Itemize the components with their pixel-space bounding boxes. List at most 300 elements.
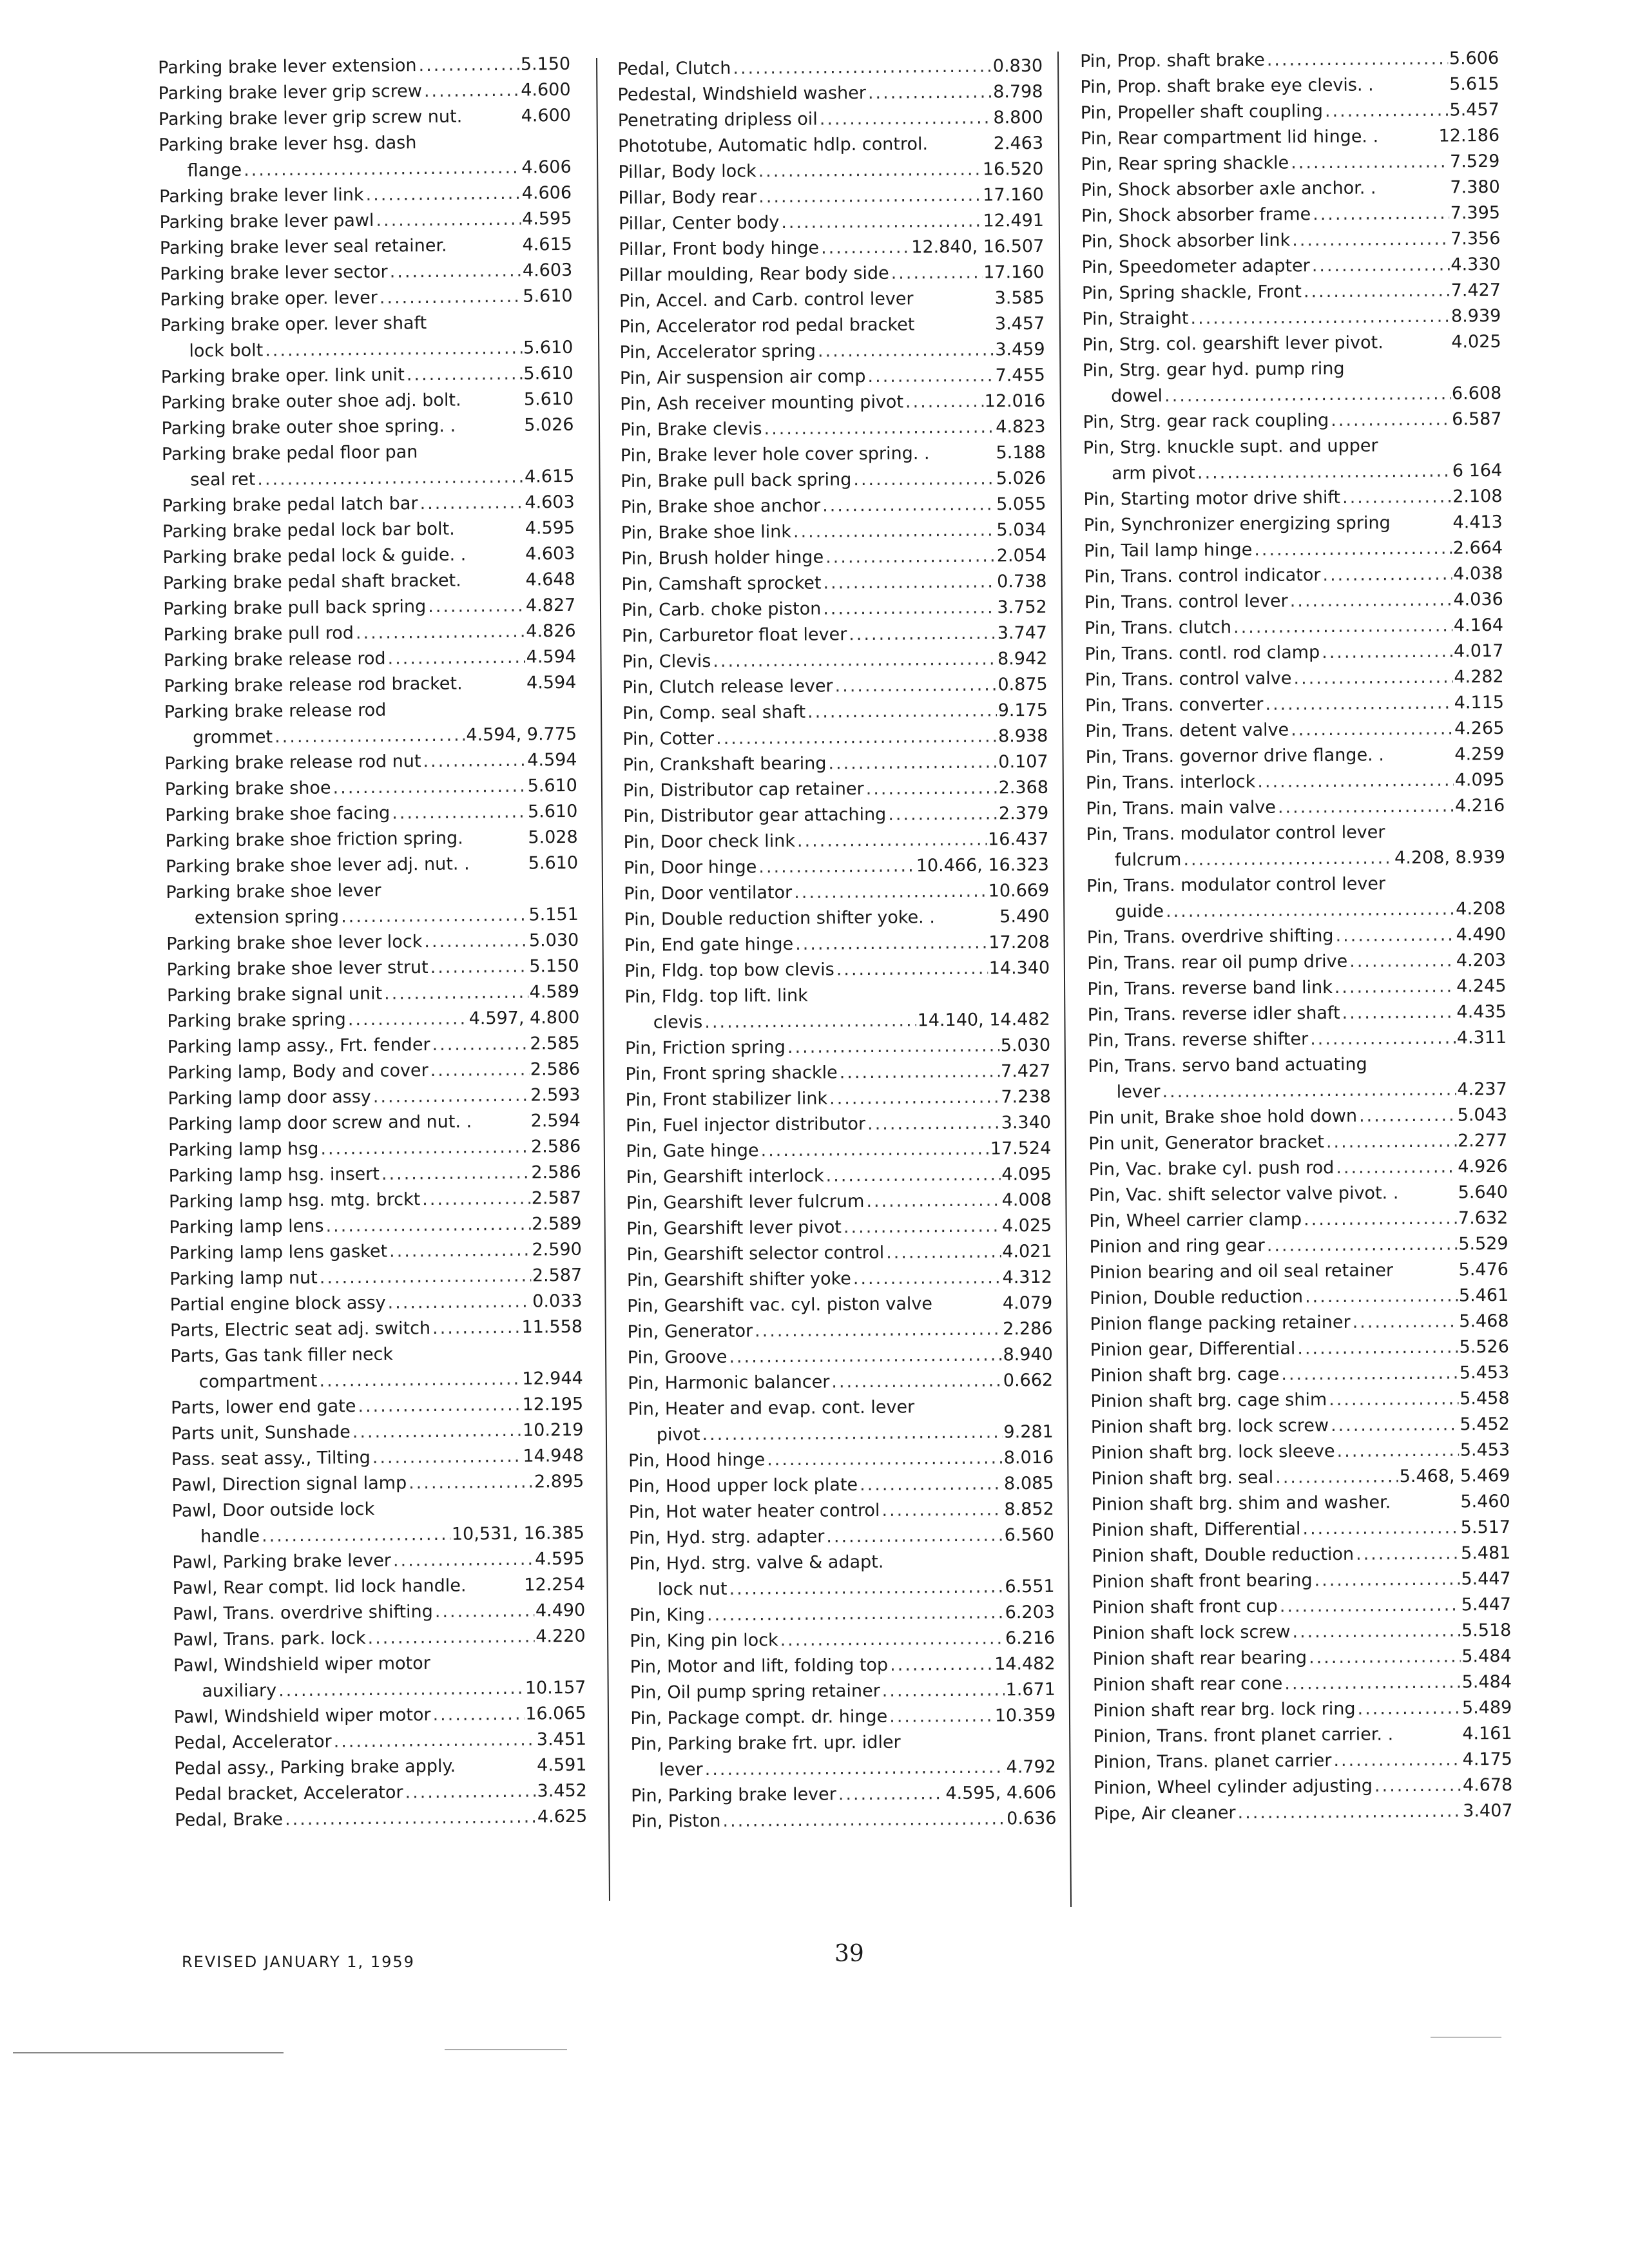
- index-entry-heading: [628, 1394, 1053, 1423]
- index-entry: [171, 1366, 583, 1396]
- index-reference: 4.164: [1453, 615, 1504, 636]
- index-term: extension spring: [194, 907, 340, 928]
- index-entry: [1081, 97, 1499, 126]
- index-reference: 5.490: [999, 906, 1050, 927]
- index-entry: [627, 1316, 1052, 1345]
- index-entry-heading: [162, 438, 574, 468]
- index-reference: 10.466, 16.323: [916, 854, 1049, 876]
- index-term: Pin, Cotter: [622, 728, 715, 749]
- index-reference: 3.451: [536, 1729, 587, 1750]
- index-term: Pin, Trans. reverse shifter: [1087, 1029, 1309, 1051]
- index-reference: 9.175: [998, 700, 1048, 721]
- dot-leader: [865, 1110, 1000, 1137]
- index-entry: [1094, 1773, 1512, 1802]
- index-term: Pin, King: [629, 1605, 706, 1626]
- dot-leader: [1329, 1412, 1459, 1439]
- index-entry-heading: [160, 309, 573, 339]
- index-term: Pin, Brake shoe anchor: [621, 495, 821, 517]
- index-reference: 3.747: [997, 622, 1048, 644]
- index-entry: [1081, 123, 1499, 152]
- index-entry: [173, 1572, 585, 1602]
- dot-leader: [1273, 1464, 1398, 1491]
- index-term: Parking lamp hsg. mtg. brckt: [168, 1189, 421, 1212]
- index-reference: 4.603: [525, 543, 575, 564]
- index-entry: [161, 412, 574, 442]
- index-term: auxiliary: [202, 1680, 277, 1702]
- dot-leader: [422, 78, 520, 104]
- index-reference: 2.664: [1452, 537, 1503, 559]
- index-term: Pin, Gearshift selector control: [626, 1242, 885, 1265]
- index-entry: [175, 1804, 587, 1834]
- index-term: Pin, Fldg. top bow clevis: [624, 959, 834, 981]
- dot-leader: [1164, 896, 1454, 925]
- index-term: Pin, Strg. knuckle supt. and upper: [1083, 436, 1378, 458]
- index-term: Pinion shaft brg. lock sleeve: [1090, 1441, 1335, 1463]
- index-entry: [1083, 407, 1501, 436]
- index-entry: [624, 956, 1050, 985]
- dot-leader: [385, 1289, 531, 1316]
- index-entry: [1090, 1309, 1509, 1338]
- dot-leader: [858, 1471, 1003, 1498]
- index-reference: 4.025: [1001, 1215, 1052, 1236]
- index-term: Pin, Shock absorber axle anchor. .: [1081, 178, 1376, 200]
- index-entry: [627, 1265, 1052, 1294]
- index-reference: 12.016: [984, 390, 1046, 412]
- index-term: Pin, Brake lever hole cover spring. .: [620, 443, 930, 466]
- index-entry: [169, 1211, 581, 1241]
- index-entry: [1092, 1592, 1511, 1621]
- dot-leader: [702, 1008, 916, 1035]
- index-entry: [624, 852, 1049, 881]
- dot-leader: [1289, 716, 1453, 743]
- dot-leader: [428, 1057, 529, 1084]
- index-reference: 4.648: [525, 569, 575, 590]
- index-term: Pin, Gearshift lever fulcrum: [626, 1191, 865, 1213]
- index-reference: 6.216: [1005, 1628, 1055, 1649]
- index-term: Parking brake shoe lever lock: [166, 932, 423, 954]
- index-reference: 5.489: [1461, 1697, 1512, 1718]
- dot-leader: [1335, 1437, 1459, 1465]
- index-reference: 3.452: [537, 1780, 588, 1802]
- dot-leader: [826, 749, 997, 776]
- index-entry: [1081, 200, 1500, 229]
- index-entry: [165, 799, 577, 829]
- index-reference: 4.490: [535, 1600, 586, 1621]
- dot-leader: [1278, 1592, 1460, 1619]
- index-reference: 5.484: [1461, 1671, 1512, 1693]
- index-reference: 4.220: [535, 1626, 586, 1647]
- index-term: Pinion shaft rear brg. lock ring: [1093, 1698, 1356, 1721]
- index-entry: [622, 672, 1048, 701]
- index-entry: [1089, 1154, 1508, 1183]
- index-reference: 3.752: [997, 597, 1047, 618]
- index-entry: [1080, 72, 1499, 101]
- dot-leader: [382, 980, 528, 1007]
- index-term: Pin, Gearshift shifter yoke: [626, 1269, 851, 1291]
- dot-leader: [1279, 1360, 1458, 1387]
- index-reference: 10,531, 16.385: [451, 1523, 585, 1544]
- index-term: Pinion shaft brg. lock screw: [1090, 1416, 1329, 1437]
- index-term: Parking brake lever pawl: [159, 210, 374, 233]
- index-term: Pawl, Parking brake lever: [172, 1550, 392, 1573]
- index-entry: [163, 619, 575, 648]
- dot-leader: [793, 930, 988, 957]
- index-reference: 4.208, 8.939: [1394, 847, 1505, 869]
- index-reference: 2.586: [530, 1136, 581, 1157]
- index-reference: 4.413: [1452, 512, 1503, 533]
- index-entry: [162, 490, 575, 519]
- index-term: Pin, Gearshift lever pivot: [626, 1217, 842, 1239]
- index-entry: [631, 1780, 1056, 1809]
- index-entry: [626, 1213, 1052, 1242]
- index-reference: 8.016: [1003, 1447, 1054, 1468]
- index-reference: 16.520: [982, 159, 1044, 180]
- index-term: Partial engine block assy: [169, 1293, 386, 1315]
- index-term: Pin, Carburetor float lever: [621, 624, 847, 646]
- dot-leader: [703, 1754, 1005, 1783]
- index-reference: 5.461: [1458, 1285, 1509, 1306]
- index-reference: 12.491: [983, 210, 1045, 231]
- index-term: Pawl, Windshield wiper motor: [173, 1705, 431, 1727]
- index-reference: 4.208: [1456, 898, 1506, 919]
- index-reference: 4.312: [1002, 1267, 1053, 1288]
- index-reference: 8.939: [1451, 305, 1501, 327]
- index-entry: [168, 1134, 581, 1164]
- index-reference: 5.034: [996, 519, 1046, 541]
- index-entry: [174, 1727, 586, 1756]
- index-reference: 4.589: [529, 981, 580, 1003]
- index-reference: 4.115: [1454, 692, 1505, 713]
- index-entry: [630, 1600, 1055, 1629]
- index-reference: 4.615: [524, 466, 575, 487]
- index-entry: [619, 285, 1045, 314]
- index-reference: 8.942: [997, 648, 1048, 669]
- index-reference: 7.529: [1449, 151, 1500, 172]
- index-term: compartment: [198, 1370, 318, 1392]
- index-entry: [623, 827, 1048, 856]
- index-reference: 5.453: [1460, 1439, 1510, 1461]
- index-term: Pin, Accelerator spring: [619, 341, 816, 363]
- index-entry: [627, 1291, 1052, 1320]
- dot-leader: [422, 928, 528, 956]
- index-term: Pin, Heater and evap. cont. lever: [628, 1397, 915, 1419]
- index-entry: [164, 747, 577, 777]
- index-term: Pinion gear, Differential: [1090, 1338, 1296, 1360]
- index-entry-heading: [624, 981, 1050, 1010]
- index-reference: 5.610: [523, 363, 574, 384]
- index-reference: 4.594, 9.775: [466, 724, 577, 745]
- index-entry: [1087, 974, 1506, 1003]
- index-entry: [626, 1136, 1051, 1165]
- scan-rule: [445, 2049, 567, 2050]
- dot-leader: [705, 1600, 1004, 1628]
- dot-leader: [1324, 1128, 1456, 1155]
- dot-leader: [430, 1702, 524, 1728]
- index-term: Pin, Ash receiver mounting pivot: [620, 392, 904, 414]
- index-reference: 8.940: [1003, 1344, 1053, 1365]
- index-reference: 12.254: [524, 1574, 585, 1595]
- index-reference: 5.518: [1461, 1620, 1512, 1641]
- index-entry: [1084, 535, 1503, 564]
- index-term: Parking brake release rod nut: [164, 751, 421, 774]
- index-entry: [622, 620, 1047, 649]
- index-entry: [628, 1471, 1054, 1500]
- index-reference: 2.586: [530, 1059, 581, 1080]
- index-reference: 5.481: [1460, 1542, 1511, 1564]
- index-reference: 4.792: [1006, 1756, 1056, 1778]
- index-reference: 5.460: [1460, 1491, 1510, 1512]
- index-entry: [159, 155, 572, 184]
- index-entry: [1084, 587, 1503, 616]
- index-term: Pin, Hyd. strg. adapter: [628, 1526, 825, 1548]
- index-entry: [628, 1342, 1053, 1371]
- dot-leader: [903, 389, 983, 416]
- index-reference: 4.259: [1454, 744, 1505, 765]
- index-term: fulcrum: [1114, 849, 1182, 870]
- dot-leader: [1340, 484, 1451, 510]
- index-reference: 10.669: [988, 880, 1050, 901]
- index-term: Pin, Trans. interlock: [1085, 771, 1256, 793]
- index-entry-heading: [159, 129, 571, 159]
- index-entry: [1086, 896, 1505, 925]
- index-reference: 17.208: [988, 932, 1050, 953]
- index-entry: [1090, 1283, 1509, 1312]
- index-entry: [629, 1523, 1054, 1552]
- dot-leader: [838, 1059, 1000, 1086]
- index-reference: 4.595: [525, 517, 575, 539]
- dot-leader: [834, 956, 988, 983]
- dot-leader: [1235, 1798, 1461, 1826]
- index-entry: [624, 930, 1050, 959]
- index-term: Parking brake lever extension: [158, 55, 417, 78]
- index-reference: 4.594: [527, 749, 577, 771]
- page-number: 39: [834, 1941, 864, 1967]
- index-entry: [1083, 484, 1502, 513]
- index-entry: [1088, 1102, 1507, 1131]
- dot-leader: [1295, 1334, 1458, 1361]
- dot-leader: [1327, 1386, 1458, 1413]
- dot-leader: [1355, 1695, 1461, 1722]
- dot-leader: [792, 879, 987, 906]
- index-reference: 6.560: [1004, 1524, 1055, 1546]
- index-term: Parking brake pull rod: [163, 623, 354, 645]
- revision-note: REVISED JANUARY 1, 1959: [182, 1953, 415, 1971]
- index-reference: 7.356: [1450, 228, 1501, 249]
- index-term: Pin, Brush holder hinge: [621, 547, 824, 569]
- index-term: Pinion shaft front cup: [1092, 1596, 1278, 1618]
- dot-leader: [1311, 201, 1449, 228]
- index-reference: 5.529: [1458, 1233, 1509, 1254]
- index-term: Pin, Synchronizer energizing spring: [1083, 513, 1391, 535]
- index-term: Pin, Trans. governor drive flange. .: [1085, 745, 1384, 767]
- index-entry: [1091, 1437, 1510, 1466]
- index-entry: [160, 232, 572, 262]
- dot-leader: [421, 748, 526, 775]
- dot-leader: [346, 1006, 468, 1033]
- index-entry: [167, 1005, 579, 1035]
- index-entry: [158, 77, 570, 107]
- index-entry: [169, 1186, 581, 1215]
- index-reference: 2.590: [532, 1239, 582, 1260]
- index-term: Parking lamp lens gasket: [169, 1241, 388, 1264]
- index-term: Pin, Fldg. top lift. link: [624, 985, 808, 1007]
- index-term: Parking brake release rod bracket.: [164, 673, 463, 697]
- index-term: Parking lamp hsg. insert: [168, 1164, 380, 1186]
- index-term: Pinion shaft, Differential: [1091, 1519, 1301, 1541]
- index-term: Pipe, Air cleaner: [1094, 1803, 1236, 1824]
- index-entry: [1089, 1180, 1508, 1209]
- dot-leader: [818, 105, 992, 132]
- index-reference: 8.852: [1004, 1499, 1054, 1520]
- dot-leader: [391, 1547, 534, 1574]
- index-reference: 2.054: [996, 545, 1047, 566]
- index-entry: [621, 440, 1046, 469]
- dot-leader: [276, 1676, 524, 1704]
- index-reference: 4.203: [1456, 950, 1507, 971]
- dot-leader: [1162, 381, 1451, 410]
- index-reference: 7.238: [1001, 1086, 1051, 1108]
- index-reference: 5.610: [527, 801, 578, 822]
- index-reference: 6.608: [1451, 383, 1502, 404]
- index-term: Pin, Gearshift interlock: [626, 1166, 824, 1187]
- index-term: Parking brake outer shoe spring. .: [161, 416, 456, 439]
- index-term: Pin, Starting motor drive shift: [1083, 487, 1341, 510]
- index-column-2: [617, 53, 1057, 1835]
- index-reference: 8.085: [1003, 1473, 1054, 1494]
- dot-leader: [720, 1806, 1005, 1834]
- index-entry: [1083, 458, 1502, 487]
- index-entry: [1091, 1463, 1510, 1492]
- index-entry: [162, 464, 574, 494]
- index-entry: [171, 1418, 583, 1447]
- index-entry: [619, 234, 1044, 263]
- index-term: Parking brake signal unit: [166, 983, 383, 1006]
- dot-leader: [1329, 407, 1451, 434]
- index-term: Pin, Door check link: [623, 831, 796, 852]
- index-reference: 4.175: [1462, 1749, 1512, 1770]
- index-term: Pin, Rear spring shackle: [1081, 153, 1289, 175]
- index-entry: [168, 1082, 580, 1112]
- index-term: Pin, Trans. control lever: [1084, 591, 1288, 613]
- index-reference: 10.359: [994, 1705, 1056, 1726]
- index-reference: 4.237: [1457, 1079, 1507, 1100]
- index-reference: 5.453: [1459, 1362, 1510, 1383]
- index-reference: 5.615: [1449, 73, 1499, 95]
- index-term: Pinion shaft brg. shim and washer.: [1091, 1492, 1391, 1515]
- index-reference: 4.216: [1454, 795, 1505, 816]
- dot-leader: [714, 724, 997, 751]
- index-term: Pin, Distributor cap retainer: [622, 779, 864, 801]
- index-term: Pin, Hood hinge: [628, 1450, 766, 1471]
- index-reference: 7.455: [995, 365, 1046, 386]
- index-term: Pin, Air suspension air comp: [619, 366, 866, 389]
- index-reference: 14.140, 14.482: [917, 1009, 1050, 1031]
- index-entry: [159, 206, 572, 236]
- index-entry: [161, 387, 574, 416]
- index-entry: [171, 1443, 584, 1473]
- index-entry: [160, 258, 572, 287]
- index-reference: 16.065: [525, 1703, 586, 1724]
- index-term: Pin, Crankshaft bearing: [622, 753, 827, 775]
- index-entry: [630, 1703, 1055, 1732]
- index-term: Pin, Strg. gear hyd. pump ring: [1082, 358, 1345, 381]
- dot-leader: [866, 79, 992, 106]
- index-entry: [160, 284, 572, 313]
- index-reference: 4.591: [537, 1754, 587, 1776]
- index-term: pivot: [656, 1425, 700, 1445]
- index-term: Pin, King pin lock: [630, 1630, 778, 1651]
- index-term: Pin, Accel. and Carb. control lever: [619, 289, 914, 311]
- dot-leader: [1291, 664, 1452, 691]
- index-term: Parking brake shoe lever adj. nut. .: [165, 854, 470, 877]
- index-reference: 4.595: [522, 208, 572, 229]
- index-term: Pedal bracket, Accelerator: [174, 1782, 403, 1805]
- dot-leader: [824, 1523, 1003, 1550]
- index-reference: 5.151: [528, 904, 579, 925]
- index-entry-heading: [629, 1548, 1054, 1577]
- index-term: Phototube, Automatic hdlp. control.: [617, 134, 929, 157]
- index-term: Pin, Spring shackle, Front: [1081, 282, 1302, 303]
- dot-leader: [819, 235, 910, 261]
- dot-leader: [365, 1624, 534, 1652]
- dot-leader: [1255, 767, 1454, 794]
- index-term: Pinion shaft, Double reduction: [1092, 1544, 1354, 1566]
- index-term: Parking brake lever seal retainer.: [159, 235, 447, 258]
- index-term: Pin, Propeller shaft coupling: [1080, 101, 1324, 123]
- index-reference: 4.008: [1001, 1189, 1052, 1211]
- index-reference: 4.600: [521, 79, 571, 101]
- index-entry: [158, 52, 570, 81]
- index-reference: 2.368: [998, 777, 1049, 798]
- dot-leader: [374, 207, 521, 234]
- index-reference: 4.161: [1462, 1723, 1512, 1744]
- index-reference: 4.265: [1454, 718, 1505, 739]
- index-term: Pedal assy., Parking brake apply.: [174, 1756, 456, 1779]
- index-reference: 7.395: [1450, 202, 1501, 224]
- index-entry: [160, 335, 573, 365]
- index-term: Pinion shaft rear cone: [1092, 1673, 1283, 1695]
- index-reference: 4.678: [1462, 1774, 1513, 1796]
- index-reference: 4.079: [1002, 1293, 1053, 1314]
- index-reference: 5.150: [520, 53, 571, 75]
- dot-leader: [407, 1470, 533, 1497]
- index-entry: [165, 773, 577, 803]
- index-reference: 0.636: [1007, 1808, 1057, 1829]
- index-entry: [163, 567, 575, 597]
- index-term: Pin, Prop. shaft brake: [1080, 50, 1265, 72]
- index-entry: [159, 180, 572, 210]
- index-entry: [622, 698, 1048, 727]
- index-term: Pin, Brake clevis: [620, 419, 762, 440]
- index-term: Parking lamp, Body and cover: [168, 1061, 429, 1083]
- index-entry: [1092, 1489, 1510, 1518]
- index-term: Pin, Camshaft sprocket: [621, 573, 822, 595]
- dot-leader: [1303, 1283, 1458, 1310]
- index-term: Pin, Strg. col. gearshift lever pivot.: [1082, 332, 1383, 355]
- dot-leader: [1307, 1644, 1461, 1671]
- index-term: Parking lamp door screw and nut. .: [168, 1111, 472, 1135]
- index-term: Pin, Parking brake lever: [631, 1784, 836, 1806]
- dot-leader: [762, 414, 994, 442]
- index-term: Parking brake release rod: [163, 648, 386, 671]
- index-entry: [164, 722, 577, 751]
- index-entry-heading: [1083, 432, 1502, 461]
- index-entry: [620, 363, 1045, 392]
- dot-leader: [1334, 1154, 1456, 1180]
- index-entry: [162, 541, 575, 571]
- index-entry: [1088, 1077, 1507, 1106]
- index-reference: 5.030: [1000, 1035, 1051, 1056]
